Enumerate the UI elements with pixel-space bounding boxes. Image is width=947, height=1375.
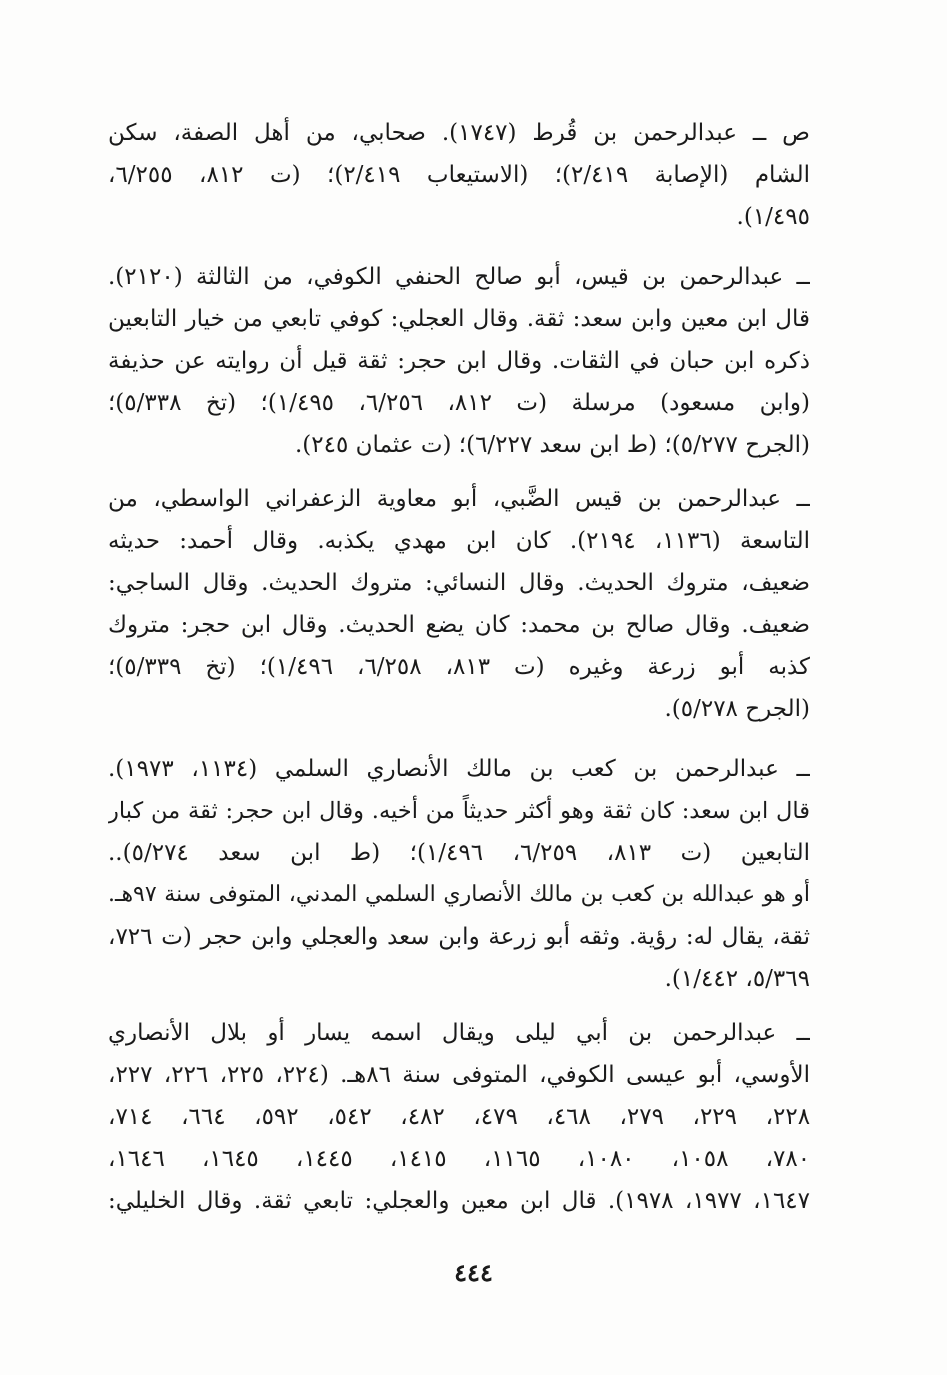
entry-line: أو هو عبدالله بن كعب بن مالك الأنصاري السلمي المدني، المتوفى سنة ٩٧هـ.	[108, 882, 810, 907]
entry-line: ص ــ عبدالرحمن بن قُرط (١٧٤٧). صحابي، من أهل الصفة، سكن	[108, 120, 810, 146]
entry-line: ١/٤٩٥).	[736, 204, 810, 230]
entry-line: ــ عبدالرحمن بن كعب بن مالك الأنصاري السلمي (١١٣٤، ١٩٧٣).	[108, 756, 810, 782]
entry-line: الأوسي، أبو عيسى الكوفي، المتوفى سنة ٨٦هـ. (٢٢٤، ٢٢٥، ٢٢٦، ٢٢٧،	[108, 1062, 810, 1088]
entry-line: (الجرح ٥/٢٧٧)؛ (ط ابن سعد ٦/٢٢٧)؛ (ت عثمان ٢٤٥).	[295, 432, 810, 458]
entry-line: ٥/٣٦٩، ١/٤٤٢).	[664, 966, 810, 992]
entry-line: قال ابن سعد: كان ثقة وهو أكثر حديثاً من أخيه. وقال ابن حجر: ثقة من كبار	[108, 798, 810, 824]
entry-line: ضعيف. وقال صالح بن محمد: كان يضع الحديث. وقال ابن حجر: متروك	[108, 612, 810, 638]
entry-abdulrahman-ibn-qays-hanafi	[108, 256, 810, 466]
entry-line: ــ عبدالرحمن بن قيس الضَّبي، أبو معاوية الزعفراني الواسطي، من	[108, 486, 810, 512]
entry-abdulrahman-ibn-qays-dabbi	[108, 478, 810, 730]
entry-abdulrahman-ibn-kaab	[108, 748, 810, 1000]
entry-line: (وابن مسعود) مرسلة (ت ٨١٢، ٦/٢٥٦، ١/٤٩٥)؛ (تخ ٥/٣٣٨)؛	[108, 390, 810, 416]
entry-line: (الجرح ٥/٢٧٨).	[664, 696, 810, 722]
entry-line: قال ابن معين وابن سعد: ثقة. وقال العجلي: كوفي تابعي من خيار التابعين	[108, 306, 810, 332]
entry-line: ٢٢٨، ٢٢٩، ٢٧٩، ٤٦٨، ٤٧٩، ٤٨٢، ٥٤٢، ٥٩٢، ٦٦٤، ٧١٤،	[108, 1104, 810, 1130]
entry-line: ثقة، يقال له: رؤية. وثقه أبو زرعة وابن سعد والعجلي وابن حجر (ت ٧٢٦،	[108, 924, 810, 950]
entry-line: ١٦٤٧، ١٩٧٧، ١٩٧٨). قال ابن معين والعجلي: تابعي ثقة. وقال الخليلي:	[108, 1188, 810, 1214]
entry-line: ذكره ابن حبان في الثقات. وقال ابن حجر: ثقة قيل أن روايته عن حذيفة	[108, 348, 810, 374]
entry-abdulrahman-ibn-qurt	[108, 112, 810, 238]
entry-line: ــ عبدالرحمن بن أبي ليلى ويقال اسمه يسار أو بلال الأنصاري	[108, 1020, 810, 1046]
entry-line: كذبه أبو زرعة وغيره (ت ٨١٣، ٦/٢٥٨، ١/٤٩٦)؛ (تخ ٥/٣٣٩)؛	[108, 654, 810, 680]
entry-line: التابعين (ت ٨١٣، ٦/٢٥٩، ١/٤٩٦)؛ (ط ابن سعد ٥/٢٧٤)..	[108, 840, 810, 866]
entry-line: التاسعة (١١٣٦، ٢١٩٤). كان ابن مهدي يكذبه. وقال أحمد: حديثه	[108, 528, 810, 554]
page-number: ٤٤٤	[454, 1258, 493, 1287]
entry-abdulrahman-ibn-abi-layla	[108, 1012, 810, 1222]
entry-line: ٧٨٠، ١٠٥٨، ١٠٨٠، ١١٦٥، ١٤١٥، ١٤٤٥، ١٦٤٥، ١٦٤٦،	[108, 1146, 810, 1172]
entry-line: الشام (الإصابة ٢/٤١٩)؛ (الاستيعاب ٢/٤١٩)؛ (ت ٨١٢، ٦/٢٥٥،	[108, 162, 810, 188]
entry-line: ضعيف، متروك الحديث. وقال النسائي: متروك الحديث. وقال الساجي:	[108, 570, 810, 596]
entry-line: ــ عبدالرحمن بن قيس، أبو صالح الحنفي الكوفي، من الثالثة (٢١٢٠).	[108, 264, 810, 290]
